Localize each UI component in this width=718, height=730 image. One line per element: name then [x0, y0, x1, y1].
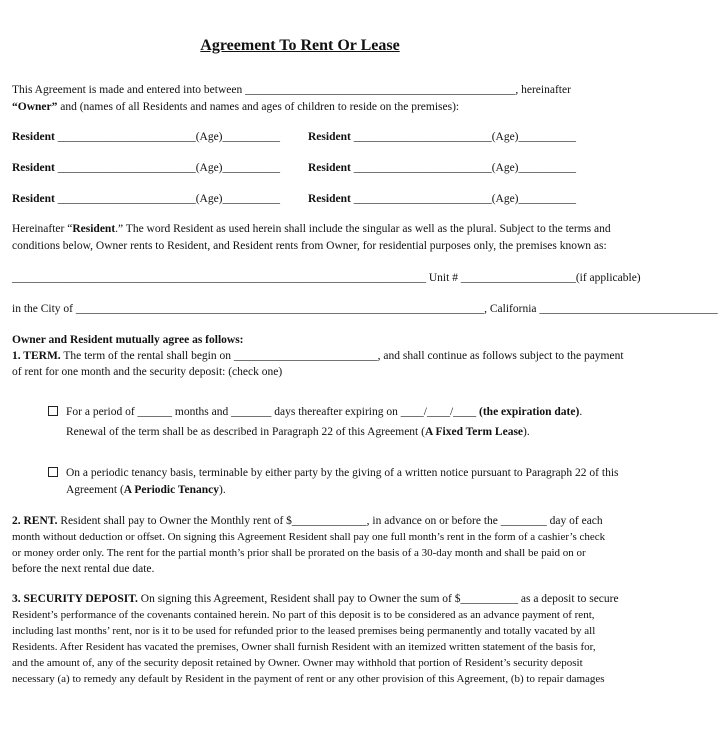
rent-due-day-field[interactable]: ________ — [500, 515, 547, 527]
resident-age-field[interactable]: __________ — [222, 193, 281, 205]
fixed-term-checkbox[interactable] — [48, 406, 58, 416]
resident-name-field[interactable]: ________________________ — [350, 193, 492, 205]
resident-age-field[interactable]: __________ — [222, 131, 281, 143]
resident-row-2-right: Resident ________________________(Age)__________ — [308, 162, 577, 174]
resident-name-field[interactable]: ________________________ — [350, 162, 492, 174]
hereinafter-line-1: Hereinafter “Resident.” The word Resident as used herein shall include the singular as well as the plural. Subject to the terms and — [12, 223, 611, 235]
rent-line-2: month without deduction or offset. On signing this Agreement Resident shall pay one full month’s rent in the form of a cashier’s check — [12, 531, 606, 543]
fixed-term-renewal-line: Renewal of the term shall be as described in Paragraph 22 of this Agreement (A Fixed Term Lease). — [66, 426, 530, 438]
premises-address-field[interactable]: ________________________________________________________________________ — [12, 272, 426, 284]
unit-number-field[interactable]: ____________________ — [460, 272, 576, 284]
months-field[interactable]: ______ — [137, 406, 173, 418]
hereinafter-line-2: conditions below, Owner rents to Resident, and Resident rents from Owner, for residential purposes only, the premises known as: — [12, 240, 607, 252]
document-title: Agreement To Rent Or Lease — [200, 37, 400, 54]
resident-name-field[interactable]: ________________________ — [54, 131, 196, 143]
security-line-6: necessary (a) to remedy any default by Resident in the payment of rent or any other provision of this Agreement, (b) to repair damages — [12, 673, 605, 685]
resident-age-field[interactable]: __________ — [518, 162, 577, 174]
fixed-term-option: For a period of ______ months and _______ days thereafter expiring on ____/____/____ (the expiration date). — [48, 404, 582, 420]
intro-line-1: This Agreement is made and entered into between _______________________________________________, hereinafter — [12, 84, 571, 96]
resident-name-field[interactable]: ________________________ — [350, 131, 492, 143]
security-line-3: including last months’ rent, nor is it to be used for refunded prior to the leased premises being permanently and totally vacated by all — [12, 625, 596, 637]
rent-line-3: or money order only. The rent for the partial month’s prior shall be prorated on the basis of a 30-day month and shall be paid on or — [12, 547, 586, 559]
city-line: in the City of _______________________________________________________________________, California _______________________________ — [12, 303, 718, 315]
expiration-month-field[interactable]: ____ — [400, 406, 424, 418]
security-line-5: and the amount of, any of the security deposit retained by Owner. Owner may withhold that portion of Resident’s security deposit — [12, 657, 583, 669]
rent-line-1: 2. RENT. Resident shall pay to Owner the Monthly rent of $_____________, in advance on or before the ________ day of each — [12, 515, 603, 527]
resident-row-2-left: Resident ________________________(Age)__________ — [12, 162, 281, 174]
periodic-tenancy-option: On a periodic tenancy basis, terminable by either party by the giving of a written notice pursuant to Paragraph 22 of this — [48, 465, 618, 481]
premises-address-line: ________________________________________________________________________ Unit # ____________________(if applicable) — [12, 272, 641, 284]
expiration-year-field[interactable]: ____ — [453, 406, 477, 418]
owner-name-field[interactable]: _______________________________________________ — [245, 84, 516, 96]
resident-age-field[interactable]: __________ — [518, 131, 577, 143]
term-line-1: 1. TERM. The term of the rental shall begin on _________________________, and shall continue as follows subject to the payment — [12, 350, 624, 362]
security-line-4: Residents. After Resident has vacated the premises, Owner shall furnish Resident with an itemized written statement of the basis for, — [12, 641, 596, 653]
resident-name-field[interactable]: ________________________ — [54, 162, 196, 174]
resident-row-1-right: Resident ________________________(Age)__________ — [308, 131, 577, 143]
resident-row-3-left: Resident ________________________(Age)__________ — [12, 193, 281, 205]
resident-age-field[interactable]: __________ — [518, 193, 577, 205]
term-line-2: of rent for one month and the security deposit: (check one) — [12, 366, 283, 378]
intro-line-2: “Owner” and (names of all Residents and names and ages of children to reside on the premises): — [12, 101, 460, 113]
resident-row-1-left: Resident ________________________(Age)__________ — [12, 131, 281, 143]
resident-row-3-right: Resident ________________________(Age)__________ — [308, 193, 577, 205]
expiration-day-field[interactable]: ____ — [426, 406, 450, 418]
city-field[interactable]: _______________________________________________________________________ — [75, 303, 485, 315]
security-line-2: Resident’s performance of the covenants contained herein. No part of this deposit is to be considered as an advance payment of rent, — [12, 609, 595, 621]
periodic-tenancy-line-2: Agreement (A Periodic Tenancy). — [66, 484, 226, 496]
resident-name-field[interactable]: ________________________ — [54, 193, 196, 205]
monthly-rent-field[interactable]: _____________ — [291, 515, 367, 527]
resident-age-field[interactable]: __________ — [222, 162, 281, 174]
deposit-amount-field[interactable]: __________ — [460, 593, 518, 605]
days-field[interactable]: _______ — [231, 406, 272, 418]
periodic-tenancy-checkbox[interactable] — [48, 467, 58, 477]
zip-field[interactable]: _______________________________ — [539, 303, 718, 315]
security-line-1: 3. SECURITY DEPOSIT. On signing this Agreement, Resident shall pay to Owner the sum of $__________ as a deposit to secure — [12, 593, 619, 605]
rent-line-4: before the next rental due date. — [12, 563, 155, 575]
mutual-agreement-heading: Owner and Resident mutually agree as follows: — [12, 334, 244, 346]
term-start-date-field[interactable]: _________________________ — [233, 350, 378, 362]
